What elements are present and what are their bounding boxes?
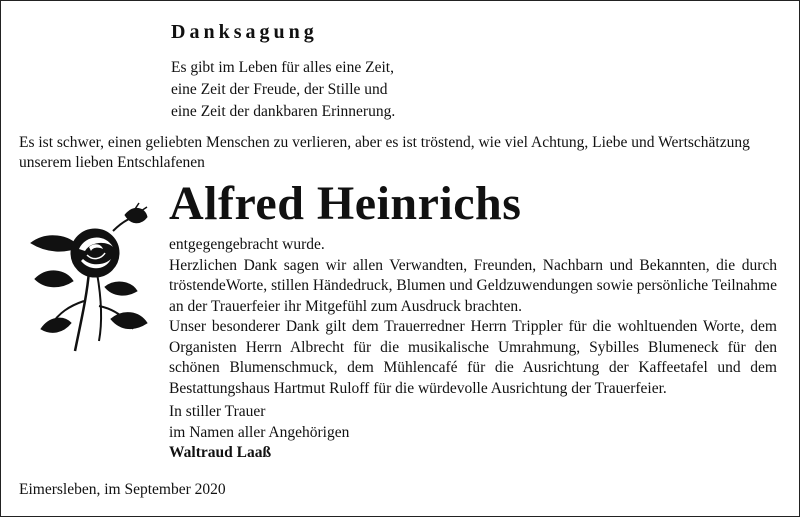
body-paragraph: entgegengebracht wurde. xyxy=(169,236,325,253)
closing-line: im Namen aller Angehörigen xyxy=(169,423,350,441)
rose-illustration xyxy=(29,201,155,356)
poem-line: Es gibt im Leben für alles eine Zeit, xyxy=(171,59,394,76)
place-date: Eimersleben, im September 2020 xyxy=(19,481,226,498)
poem xyxy=(171,57,395,123)
body-paragraph: Herzlichen Dank sagen wir allen Verwandten, Freunden, Nachbarn und Bekannten, die durch tröstendeWorte, stillen Händedruck, Blumen und Geldzuwendungen sowie persönliche Teilnahme an der Trauerfeier ihr Mitgefühl zum Ausdruck brachten. xyxy=(169,256,777,315)
poem-line: eine Zeit der dankbaren Erinnerung. xyxy=(171,103,396,120)
thanks-body xyxy=(169,235,777,399)
closing-line: In stiller Trauer xyxy=(169,403,266,420)
heading: Danksagung xyxy=(171,21,318,43)
body-paragraph: Unser besonderer Dank gilt dem Trauerredner Herrn Trippler für die wohltuenden Worte, dem Organisten Herrn Albrecht für die musikalische Umrahmung, Sybilles Blumeneck für den schönen Blumenschmuck, dem Mühlencafé für die Ausrichtung der Kaffeetafel und dem Bestattungshaus Hartmut Ruloff für die würdevolle Ausrichtung der Trauerfeier. xyxy=(169,318,777,397)
signer-name: Waltraud Laaß xyxy=(169,444,272,461)
deceased-name: Alfred Heinrichs xyxy=(169,177,522,230)
intro-text: Es ist schwer, einen geliebten Menschen zu verlieren, aber es ist tröstend, wie viel Achtung, Liebe und Wertschätzung unserem lieben Entschlafenen xyxy=(19,134,750,171)
poem-line: eine Zeit der Freude, der Stille und xyxy=(171,81,388,98)
closing-block xyxy=(169,402,349,464)
